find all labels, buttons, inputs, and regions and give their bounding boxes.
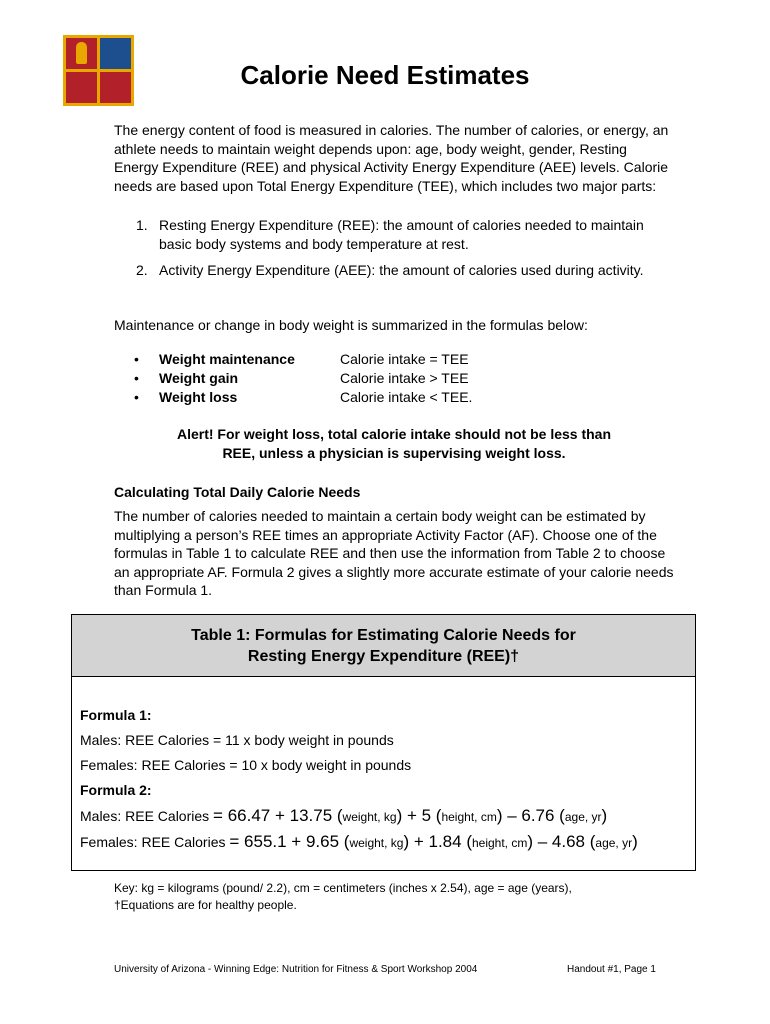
section-heading: Calculating Total Daily Calorie Needs	[114, 484, 361, 500]
bullet-icon: •	[134, 370, 139, 386]
formula-1-males: Males: REE Calories = 11 x body weight in pounds	[80, 732, 394, 748]
alert-line-2: REE, unless a physician is supervising weight loss.	[222, 444, 566, 461]
formula-2-males: Males: REE Calories = 66.47 + 13.75 (weight, kg) + 5 (height, cm) – 6.76 (age, yr)	[80, 806, 608, 825]
table-title-line-1: Table 1: Formulas for Estimating Calorie Needs for	[191, 627, 576, 644]
formula-1-females: Females: REE Calories = 10 x body weight in pounds	[80, 757, 412, 773]
table-header	[72, 615, 695, 677]
bullet-value: Calorie intake < TEE.	[340, 389, 473, 405]
list-number: 2.	[136, 262, 148, 278]
bullet-icon: •	[134, 351, 139, 367]
page-title: Calorie Need Estimates	[240, 60, 530, 90]
alert-text	[114, 425, 674, 462]
intro-paragraph: The energy content of food is measured in calories. The number of calories, or energy, an athlete needs to maintain weight depends upon: age, body weight, gender, Resting Energy Expenditure (REE) and physical Activity Energy Expenditure (AEE) levels. Calorie needs are based upon Total Energy Expenditure (TEE), which includes two major parts:	[114, 122, 669, 194]
list-item: Activity Energy Expenditure (AEE): the amount of calories used during activity.	[159, 262, 644, 278]
section-body: The number of calories needed to maintain a certain body weight can be estimated by multiplying a person’s REE times an appropriate Activity Factor (AF). Choose one of the formulas in Table 1 to calculate REE and then use the information from Table 2 to choose an appropriate AF. Formula 2 gives a slightly more accurate estimate of your calorie needs than Formula 1.	[114, 508, 674, 598]
formula-1-label: Formula 1:	[80, 707, 152, 723]
formula-table	[71, 614, 696, 871]
formula-2-label: Formula 2:	[80, 782, 152, 798]
key-line-2: †Equations are for healthy people.	[114, 897, 297, 912]
bullet-label: Weight gain	[159, 370, 239, 386]
alert-line-1: Alert! For weight loss, total calorie intake should not be less than	[176, 426, 612, 442]
bullet-label: Weight maintenance	[159, 351, 295, 367]
bullet-value: Calorie intake = TEE	[340, 351, 469, 367]
bullet-icon: •	[134, 389, 139, 405]
bullet-label: Weight loss	[159, 389, 238, 405]
footer-page: Handout #1, Page 1	[567, 964, 656, 975]
table-title-line-2: Resting Energy Expenditure (REE)†	[247, 648, 520, 665]
list-number: 1.	[136, 217, 148, 233]
maintenance-text: Maintenance or change in body weight is summarized in the formulas below:	[114, 317, 588, 333]
formula-2-females: Females: REE Calories = 655.1 + 9.65 (weight, kg) + 1.84 (height, cm) – 4.68 (age, yr)	[80, 832, 638, 851]
bullet-value: Calorie intake > TEE	[340, 370, 469, 386]
list-item: Resting Energy Expenditure (REE): the amount of calories needed to maintain basic body systems and body temperature at rest.	[159, 217, 644, 252]
footer-source: University of Arizona - Winning Edge: Nutrition for Fitness & Sport Workshop 2004	[114, 964, 478, 975]
key-line-1: Key: kg = kilograms (pound/ 2.2), cm = centimeters (inches x 2.54), age = age (years),	[114, 881, 572, 895]
table-key	[114, 880, 674, 913]
